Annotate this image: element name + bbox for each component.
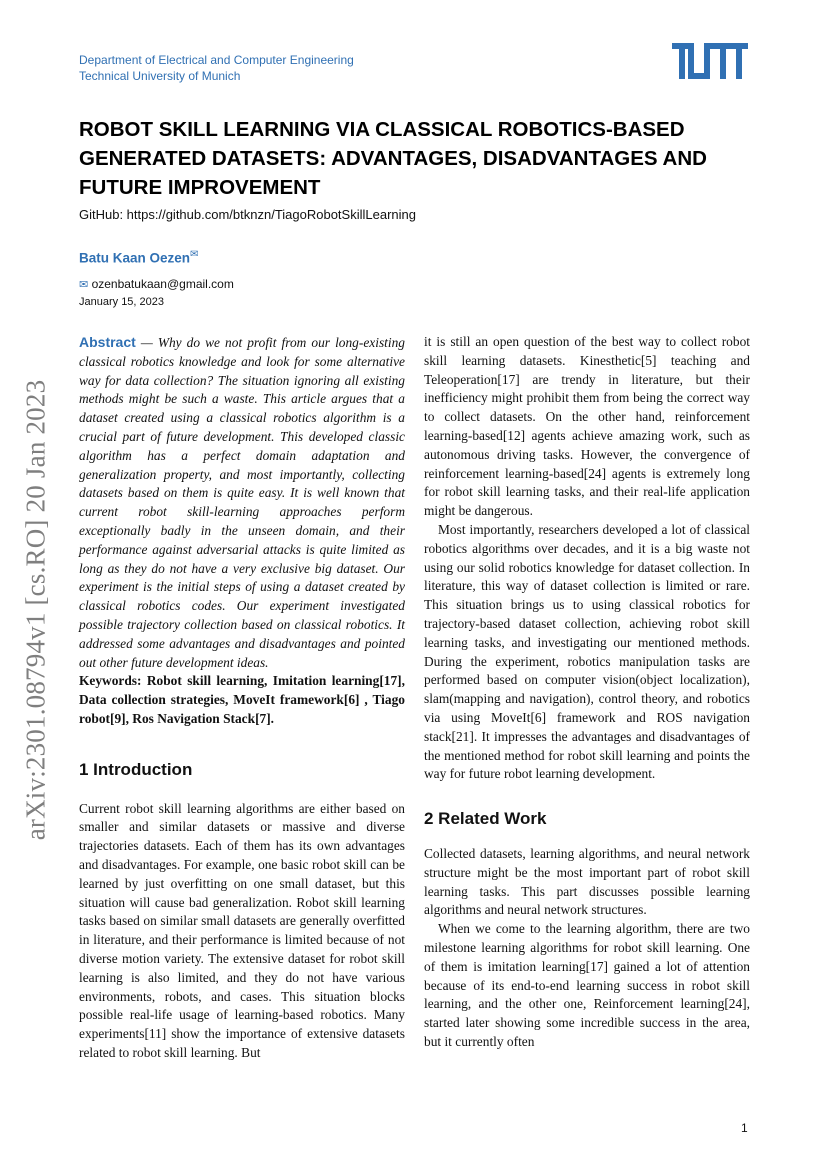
related-paragraph-1: Collected datasets, learning algorithms, and neural network structure might be the most important part of robot skill learning tasks. This part discusses possible learning algorithms and neural network structures. [424, 845, 750, 918]
related-paragraph-2: When we come to the learning algorithm, there are two milestone learning algorithms for robot skill learning. One of them is imitation learning[17] gained a lot of attention because of its end-to-end learning success in robot skill learning, and the other one, Reinforcement learning[24], started later showing some incredible success in the area, but it currently often [424, 921, 750, 1049]
envelope-icon: ✉ [190, 249, 199, 260]
left-column [79, 333, 405, 1063]
abstract-text: — Why do we not profit from our long-existing classical robotics knowledge and look for some alternative way for data collection? The situation ignoring all existing methods might be such a waste. This article argues that a dataset created using a classical robotics algorithm is a crucial part of future development. This developed classic algorithm has a perfect domain adaptation and generalization property, and most importantly, collecting datasets based on them is quite easy. It is well known that current robot skill-learning approaches perform exceptionally badly in the unseen domain, and their performance against adversarial attacks is quite limited as long as they do not have a very exclusive big dataset. Our experiment is the initial steps of using a dataset created by classical robotics codes. Our experiment investigated possible trajectory collection based on classical robotics. It addressed some advantages and disadvantages and pointed out other future development ideas. [79, 335, 405, 670]
author-block [79, 249, 198, 266]
intro-paragraph: Current robot skill learning algorithms are either based on smaller and similar datasets or massive and diverse trajectories datasets. Each of them has its own advantages and disadvantages. For example, one basic robot skill can be learned by just overfitting on one small dataset, but this situation will cause bad generalization. Robot skill learning tasks based on similar small datasets are generally overfitted in literature, and their performance is limited because of not diverse motion variety. The extensive dataset for robot skill learning is also limited, and they do not have various environments, robots, and cases. This situation blocks possible real-life usage of learning-based robotics. Many experiments[11] show the importance of extensive datasets related to robot skill learning. But [79, 800, 405, 1060]
university-name: Technical University of Munich [79, 69, 241, 83]
author-email[interactable]: ozenbatukaan@gmail.com [91, 277, 234, 291]
email-line [79, 277, 234, 291]
intro-paragraph-continued: it is still an open question of the best way to collect robot skill learning datasets. Kinesthetic[5] teaching and Teleoperation[17] are trendy in literature, but their inefficiency might prohibit them from being the correct way to collect datasets. On the other hand, reinforcement learning-based[12] agents achieve amazing work, such as autonomous driving tasks. However, the convergence of reinforcement learning-based[24] agents is extremely long for robot skill learning tasks, and their real-life application might be dangerous. [424, 334, 750, 519]
keywords: Keywords: Robot skill learning, Imitation learning[17], Data collection strategies, MoveIt framework[6] , Tiago robot[9], Ros Navigation Stack[7]. [79, 673, 405, 726]
abstract [79, 333, 405, 672]
paper-title: ROBOT SKILL LEARNING VIA CLASSICAL ROBOTICS-BASED GENERATED DATASETS: ADVANTAGES, DISADVANTAGES AND FUTURE IMPROVEMENT [79, 118, 707, 199]
page-number: 1 [741, 1121, 748, 1135]
abstract-label: Abstract [79, 334, 136, 350]
department-name: Department of Electrical and Computer Engineering [79, 53, 354, 67]
intro-paragraph-2: Most importantly, researchers developed a lot of classical robotics algorithms over decades, and it is a big waste not using our solid robotics knowledge for dataset collection. In literature, this way of dataset collection is limited or rare. This situation brings us to using classical robotics for trajectory-based dataset collection, achieving robot skill learning tasks, and investigating our mentioned methods. During the experiment, robotics manipulation tasks are performed based on computer vision(object localization), slam(mapping and navigation), control theory, and robotics via using MoveIt[6] framework and ROS navigation stack[21]. It impresses the advantages and disadvantages of the mentioned method for robot skill learning and points the way for future robot learning development. [424, 521, 750, 782]
author-name: Batu Kaan Oezen [79, 250, 191, 266]
department-header [79, 52, 354, 84]
github-link[interactable]: GitHub: https://github.com/btknzn/TiagoRobotSkillLearning [79, 207, 416, 222]
section-heading-introduction: 1 Introduction [79, 759, 193, 779]
right-column [424, 333, 750, 1052]
section-heading-related-work: 2 Related Work [424, 809, 547, 829]
envelope-icon: ✉ [79, 279, 89, 291]
arxiv-stamp: arXiv:2301.08794v1 [cs.RO] 20 Jan 2023 [20, 379, 51, 841]
paper-date: January 15, 2023 [79, 296, 165, 308]
tum-logo [672, 43, 748, 79]
